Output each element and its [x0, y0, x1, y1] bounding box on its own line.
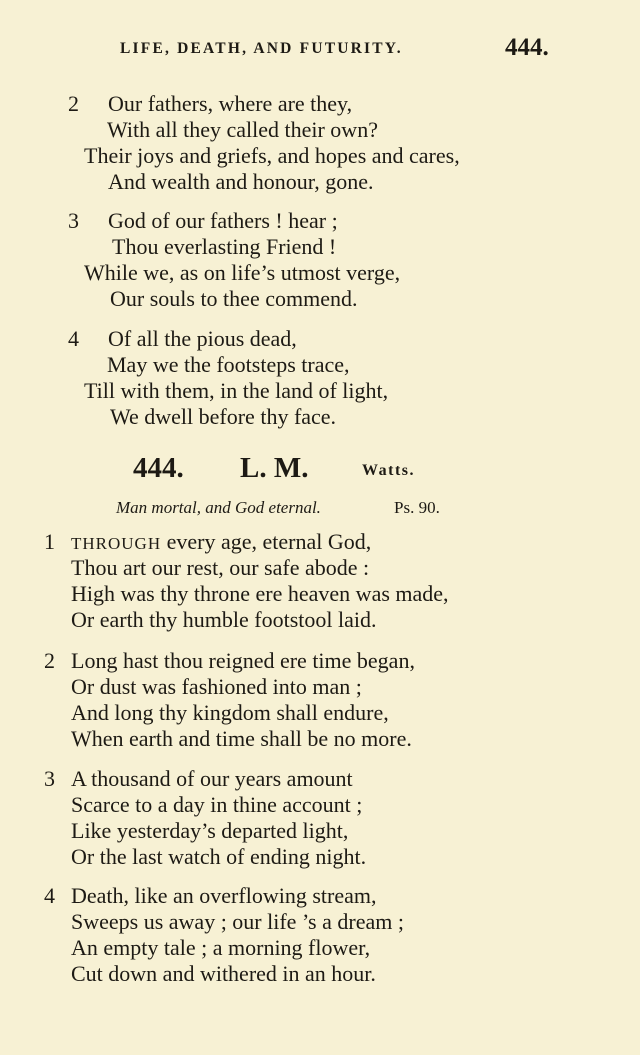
verse-line: Or earth thy humble footstool laid. — [71, 607, 377, 632]
first-word: THROUGH — [71, 534, 162, 553]
verse-line: Our fathers, where are they, — [108, 91, 353, 116]
verse-line: A thousand of our years amount — [71, 766, 353, 791]
stanza-number: 1 — [44, 529, 55, 554]
verse-line: We dwell before thy face. — [110, 404, 337, 429]
verse-line: Long hast thou reigned ere time began, — [71, 648, 415, 673]
stanza-number: 3 — [68, 208, 79, 233]
verse-line: With all they called their own? — [107, 117, 378, 142]
verse-line: Or dust was fashioned into man ; — [71, 674, 362, 699]
verse-line: Of all the pious dead, — [108, 326, 297, 351]
verse-line: Scarce to a day in thine account ; — [71, 792, 363, 817]
verse-line-rest: every age, eternal God, — [161, 529, 372, 554]
stanza-number: 2 — [68, 91, 79, 116]
verse-line: Their joys and griefs, and hopes and cares, — [84, 143, 460, 168]
hymn-number: 444. — [133, 452, 184, 484]
verse-line: Death, like an overflowing stream, — [71, 883, 377, 908]
verse-line: Like yesterday’s departed light, — [71, 818, 349, 843]
stanza-number: 4 — [44, 883, 55, 908]
stanza-number: 4 — [68, 326, 79, 351]
hymn-heading — [0, 452, 640, 486]
stanza-number: 2 — [44, 648, 55, 673]
hymn-subtitle-text: Man mortal, and God eternal. — [116, 498, 321, 517]
hymn-author: Watts. — [362, 462, 415, 479]
verse-line: Thou art our rest, our safe abode : — [71, 555, 370, 580]
scripture-reference: Ps. 90. — [394, 498, 440, 517]
verse-line: And wealth and honour, gone. — [108, 169, 374, 194]
verse-line: When earth and time shall be no more. — [71, 726, 412, 751]
verse-line: Sweeps us away ; our life ’s a dream ; — [71, 909, 404, 934]
verse-line: Our souls to thee commend. — [110, 286, 358, 311]
verse-line: May we the footsteps trace, — [107, 352, 350, 377]
verse-line: Or the last watch of ending night. — [71, 844, 367, 869]
verse-line: An empty tale ; a morning flower, — [71, 935, 371, 960]
verse-line: While we, as on life’s utmost verge, — [84, 260, 401, 285]
page-number: 444. — [505, 34, 549, 61]
verse-line: Cut down and withered in an hour. — [71, 961, 376, 986]
running-head: LIFE, DEATH, AND FUTURITY. — [120, 40, 403, 57]
hymn-subtitle — [116, 498, 440, 518]
verse-line: Thou everlasting Friend ! — [112, 234, 337, 259]
verse-line-first — [71, 529, 371, 557]
verse-line: God of our fathers ! hear ; — [108, 208, 338, 233]
hymn-meter: L. M. — [240, 452, 309, 484]
verse-line: Till with them, in the land of light, — [84, 378, 389, 403]
verse-line: High was thy throne ere heaven was made, — [71, 581, 449, 606]
stanza-number: 3 — [44, 766, 55, 791]
verse-line: And long thy kingdom shall endure, — [71, 700, 389, 725]
